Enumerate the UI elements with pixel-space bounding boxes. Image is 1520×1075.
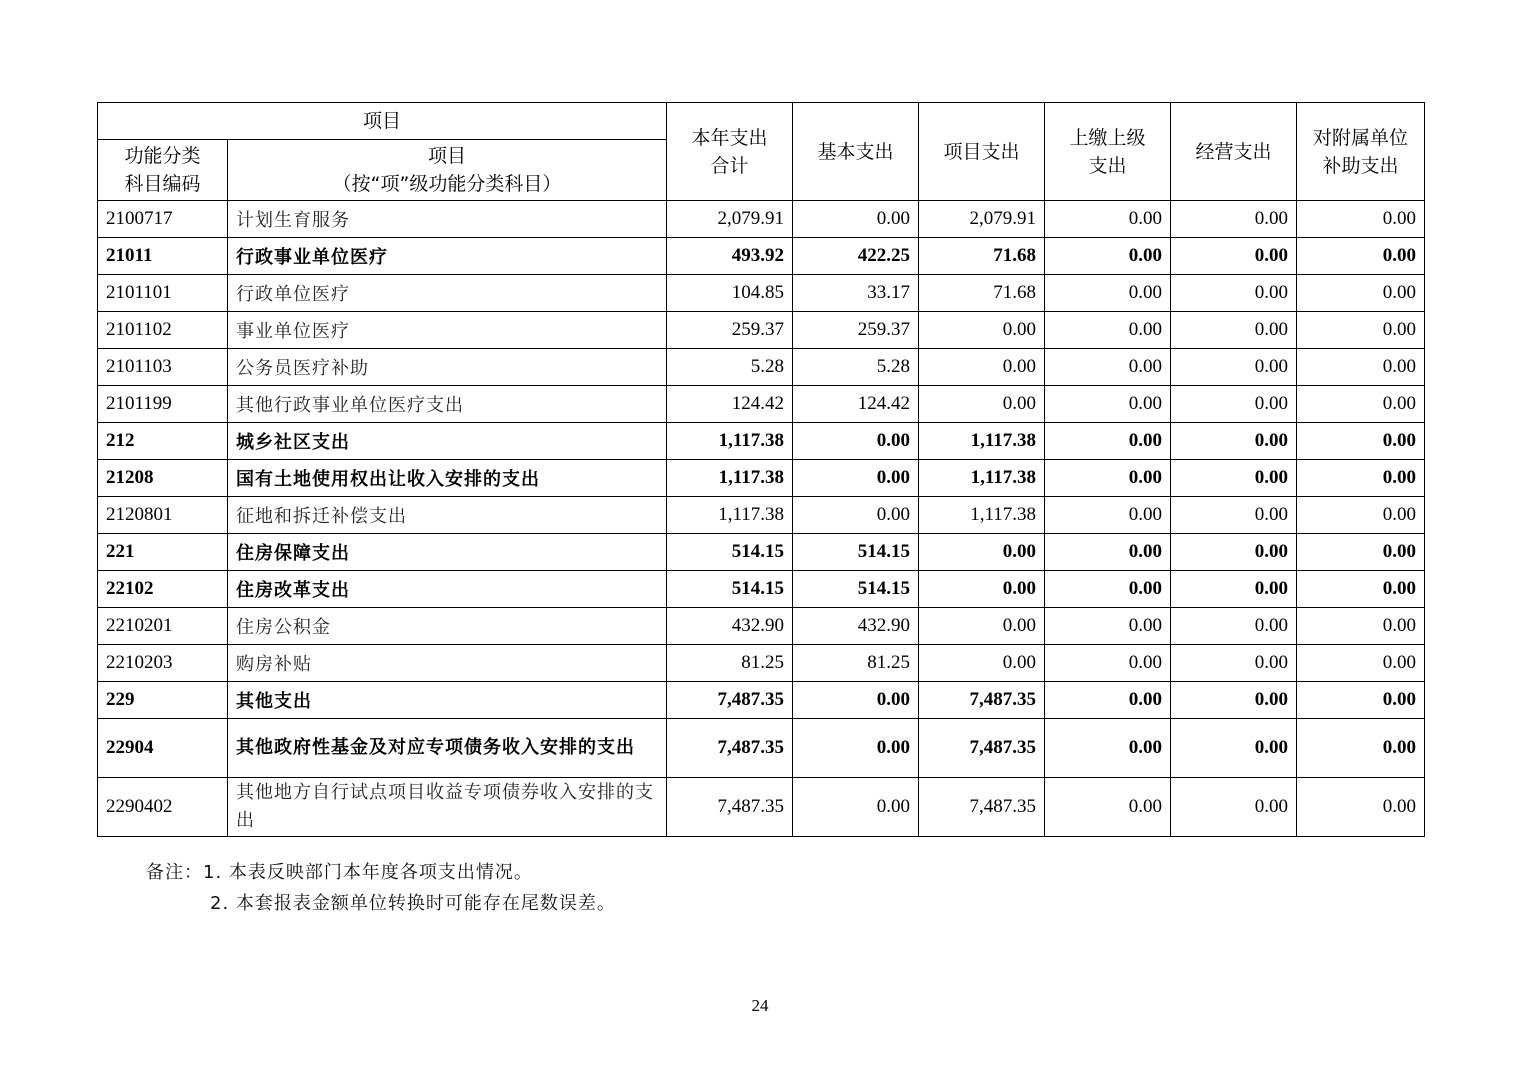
cell-basic: 432.90	[793, 608, 919, 645]
cell-project: 1,117.38	[919, 460, 1045, 497]
cell-subsidiary: 0.00	[1297, 201, 1425, 238]
cell-business: 0.00	[1171, 460, 1297, 497]
cell-total: 7,487.35	[667, 778, 793, 837]
cell-project: 71.68	[919, 275, 1045, 312]
header-code: 功能分类 科目编码	[98, 140, 228, 201]
cell-upper: 0.00	[1045, 201, 1171, 238]
cell-code: 2101103	[98, 349, 228, 386]
page-number: 24	[751, 996, 769, 1015]
cell-total: 104.85	[667, 275, 793, 312]
cell-subsidiary: 0.00	[1297, 497, 1425, 534]
cell-total: 7,487.35	[667, 682, 793, 719]
table-row	[98, 534, 1425, 571]
cell-name: 行政事业单位医疗	[228, 238, 667, 275]
cell-code: 22904	[98, 719, 228, 778]
header-project: 项目支出	[919, 103, 1045, 201]
cell-name: 行政单位医疗	[228, 275, 667, 312]
cell-name: 住房保障支出	[228, 534, 667, 571]
cell-basic: 124.42	[793, 386, 919, 423]
cell-business: 0.00	[1171, 349, 1297, 386]
cell-business: 0.00	[1171, 778, 1297, 837]
cell-basic: 0.00	[793, 778, 919, 837]
note-line-2: 2. 本套报表金额单位转换时可能存在尾数误差。	[210, 893, 616, 914]
cell-total: 124.42	[667, 386, 793, 423]
cell-total: 259.37	[667, 312, 793, 349]
cell-subsidiary: 0.00	[1297, 275, 1425, 312]
cell-basic: 0.00	[793, 719, 919, 778]
cell-name: 事业单位医疗	[228, 312, 667, 349]
cell-total: 5.28	[667, 349, 793, 386]
cell-total: 1,117.38	[667, 460, 793, 497]
table-row	[98, 645, 1425, 682]
cell-total: 514.15	[667, 534, 793, 571]
cell-code: 2210203	[98, 645, 228, 682]
cell-upper: 0.00	[1045, 275, 1171, 312]
cell-upper: 0.00	[1045, 312, 1171, 349]
cell-upper: 0.00	[1045, 608, 1171, 645]
cell-business: 0.00	[1171, 386, 1297, 423]
cell-business: 0.00	[1171, 201, 1297, 238]
cell-basic: 0.00	[793, 497, 919, 534]
table-row	[98, 386, 1425, 423]
table-row	[98, 571, 1425, 608]
table-header	[98, 103, 1425, 201]
header-item-group: 项目	[98, 103, 667, 140]
table-row	[98, 238, 1425, 275]
table-row	[98, 275, 1425, 312]
cell-upper: 0.00	[1045, 423, 1171, 460]
cell-upper: 0.00	[1045, 460, 1171, 497]
table-row	[98, 201, 1425, 238]
header-business: 经营支出	[1171, 103, 1297, 201]
cell-subsidiary: 0.00	[1297, 682, 1425, 719]
table-row	[98, 682, 1425, 719]
cell-project: 0.00	[919, 349, 1045, 386]
cell-upper: 0.00	[1045, 238, 1171, 275]
cell-project: 1,117.38	[919, 497, 1045, 534]
cell-basic: 5.28	[793, 349, 919, 386]
cell-project: 1,117.38	[919, 423, 1045, 460]
cell-name: 其他支出	[228, 682, 667, 719]
table-row	[98, 719, 1425, 778]
header-subsidiary: 对附属单位 补助支出	[1297, 103, 1425, 201]
table-row	[98, 349, 1425, 386]
cell-subsidiary: 0.00	[1297, 778, 1425, 837]
cell-name: 住房公积金	[228, 608, 667, 645]
cell-project: 7,487.35	[919, 778, 1045, 837]
table-row	[98, 312, 1425, 349]
cell-total: 1,117.38	[667, 423, 793, 460]
cell-code: 212	[98, 423, 228, 460]
cell-subsidiary: 0.00	[1297, 423, 1425, 460]
header-total: 本年支出 合计	[667, 103, 793, 201]
cell-upper: 0.00	[1045, 497, 1171, 534]
cell-total: 7,487.35	[667, 719, 793, 778]
cell-code: 229	[98, 682, 228, 719]
cell-name: 城乡社区支出	[228, 423, 667, 460]
cell-basic: 0.00	[793, 460, 919, 497]
cell-business: 0.00	[1171, 497, 1297, 534]
cell-upper: 0.00	[1045, 349, 1171, 386]
cell-code: 2290402	[98, 778, 228, 837]
cell-basic: 514.15	[793, 571, 919, 608]
cell-name: 住房改革支出	[228, 571, 667, 608]
cell-project: 0.00	[919, 645, 1045, 682]
table-row	[98, 778, 1425, 837]
cell-subsidiary: 0.00	[1297, 534, 1425, 571]
header-upper: 上缴上级 支出	[1045, 103, 1171, 201]
cell-upper: 0.00	[1045, 645, 1171, 682]
cell-basic: 0.00	[793, 682, 919, 719]
cell-subsidiary: 0.00	[1297, 238, 1425, 275]
cell-subsidiary: 0.00	[1297, 571, 1425, 608]
cell-project: 0.00	[919, 571, 1045, 608]
cell-code: 2101102	[98, 312, 228, 349]
notes	[146, 857, 616, 919]
cell-upper: 0.00	[1045, 719, 1171, 778]
cell-name: 公务员医疗补助	[228, 349, 667, 386]
cell-project: 7,487.35	[919, 719, 1045, 778]
table-row	[98, 497, 1425, 534]
table-body	[98, 201, 1425, 837]
note-line-1: 备注：1. 本表反映部门本年度各项支出情况。	[146, 862, 533, 883]
cell-basic: 0.00	[793, 201, 919, 238]
cell-business: 0.00	[1171, 719, 1297, 778]
cell-basic: 259.37	[793, 312, 919, 349]
cell-code: 2120801	[98, 497, 228, 534]
cell-project: 0.00	[919, 608, 1045, 645]
cell-code: 21208	[98, 460, 228, 497]
cell-business: 0.00	[1171, 275, 1297, 312]
cell-business: 0.00	[1171, 312, 1297, 349]
cell-total: 514.15	[667, 571, 793, 608]
cell-code: 21011	[98, 238, 228, 275]
cell-name: 其他行政事业单位医疗支出	[228, 386, 667, 423]
cell-project: 71.68	[919, 238, 1045, 275]
cell-project: 2,079.91	[919, 201, 1045, 238]
cell-code: 2100717	[98, 201, 228, 238]
cell-name: 国有土地使用权出让收入安排的支出	[228, 460, 667, 497]
cell-business: 0.00	[1171, 238, 1297, 275]
table-row	[98, 608, 1425, 645]
cell-code: 2101199	[98, 386, 228, 423]
expenditure-table	[97, 102, 1425, 837]
cell-code: 221	[98, 534, 228, 571]
cell-project: 0.00	[919, 312, 1045, 349]
cell-subsidiary: 0.00	[1297, 460, 1425, 497]
header-basic: 基本支出	[793, 103, 919, 201]
cell-subsidiary: 0.00	[1297, 312, 1425, 349]
cell-project: 7,487.35	[919, 682, 1045, 719]
cell-total: 1,117.38	[667, 497, 793, 534]
cell-total: 81.25	[667, 645, 793, 682]
cell-upper: 0.00	[1045, 778, 1171, 837]
cell-basic: 81.25	[793, 645, 919, 682]
cell-subsidiary: 0.00	[1297, 719, 1425, 778]
cell-name: 其他政府性基金及对应专项债务收入安排的支出	[228, 719, 667, 778]
table-row	[98, 423, 1425, 460]
cell-basic: 0.00	[793, 423, 919, 460]
cell-upper: 0.00	[1045, 534, 1171, 571]
cell-business: 0.00	[1171, 682, 1297, 719]
cell-code: 2101101	[98, 275, 228, 312]
cell-subsidiary: 0.00	[1297, 349, 1425, 386]
cell-total: 493.92	[667, 238, 793, 275]
cell-basic: 514.15	[793, 534, 919, 571]
cell-name: 征地和拆迁补偿支出	[228, 497, 667, 534]
cell-subsidiary: 0.00	[1297, 645, 1425, 682]
cell-project: 0.00	[919, 386, 1045, 423]
cell-total: 432.90	[667, 608, 793, 645]
cell-basic: 33.17	[793, 275, 919, 312]
cell-project: 0.00	[919, 534, 1045, 571]
cell-subsidiary: 0.00	[1297, 386, 1425, 423]
cell-business: 0.00	[1171, 534, 1297, 571]
cell-business: 0.00	[1171, 423, 1297, 460]
header-name: 项目 （按“项”级功能分类科目）	[228, 140, 667, 201]
cell-name: 购房补贴	[228, 645, 667, 682]
cell-business: 0.00	[1171, 645, 1297, 682]
cell-upper: 0.00	[1045, 386, 1171, 423]
cell-business: 0.00	[1171, 608, 1297, 645]
cell-total: 2,079.91	[667, 201, 793, 238]
cell-basic: 422.25	[793, 238, 919, 275]
cell-subsidiary: 0.00	[1297, 608, 1425, 645]
cell-business: 0.00	[1171, 571, 1297, 608]
cell-upper: 0.00	[1045, 571, 1171, 608]
table-row	[98, 460, 1425, 497]
cell-code: 22102	[98, 571, 228, 608]
cell-code: 2210201	[98, 608, 228, 645]
cell-name: 其他地方自行试点项目收益专项债券收入安排的支出	[228, 778, 667, 837]
cell-name: 计划生育服务	[228, 201, 667, 238]
cell-upper: 0.00	[1045, 682, 1171, 719]
